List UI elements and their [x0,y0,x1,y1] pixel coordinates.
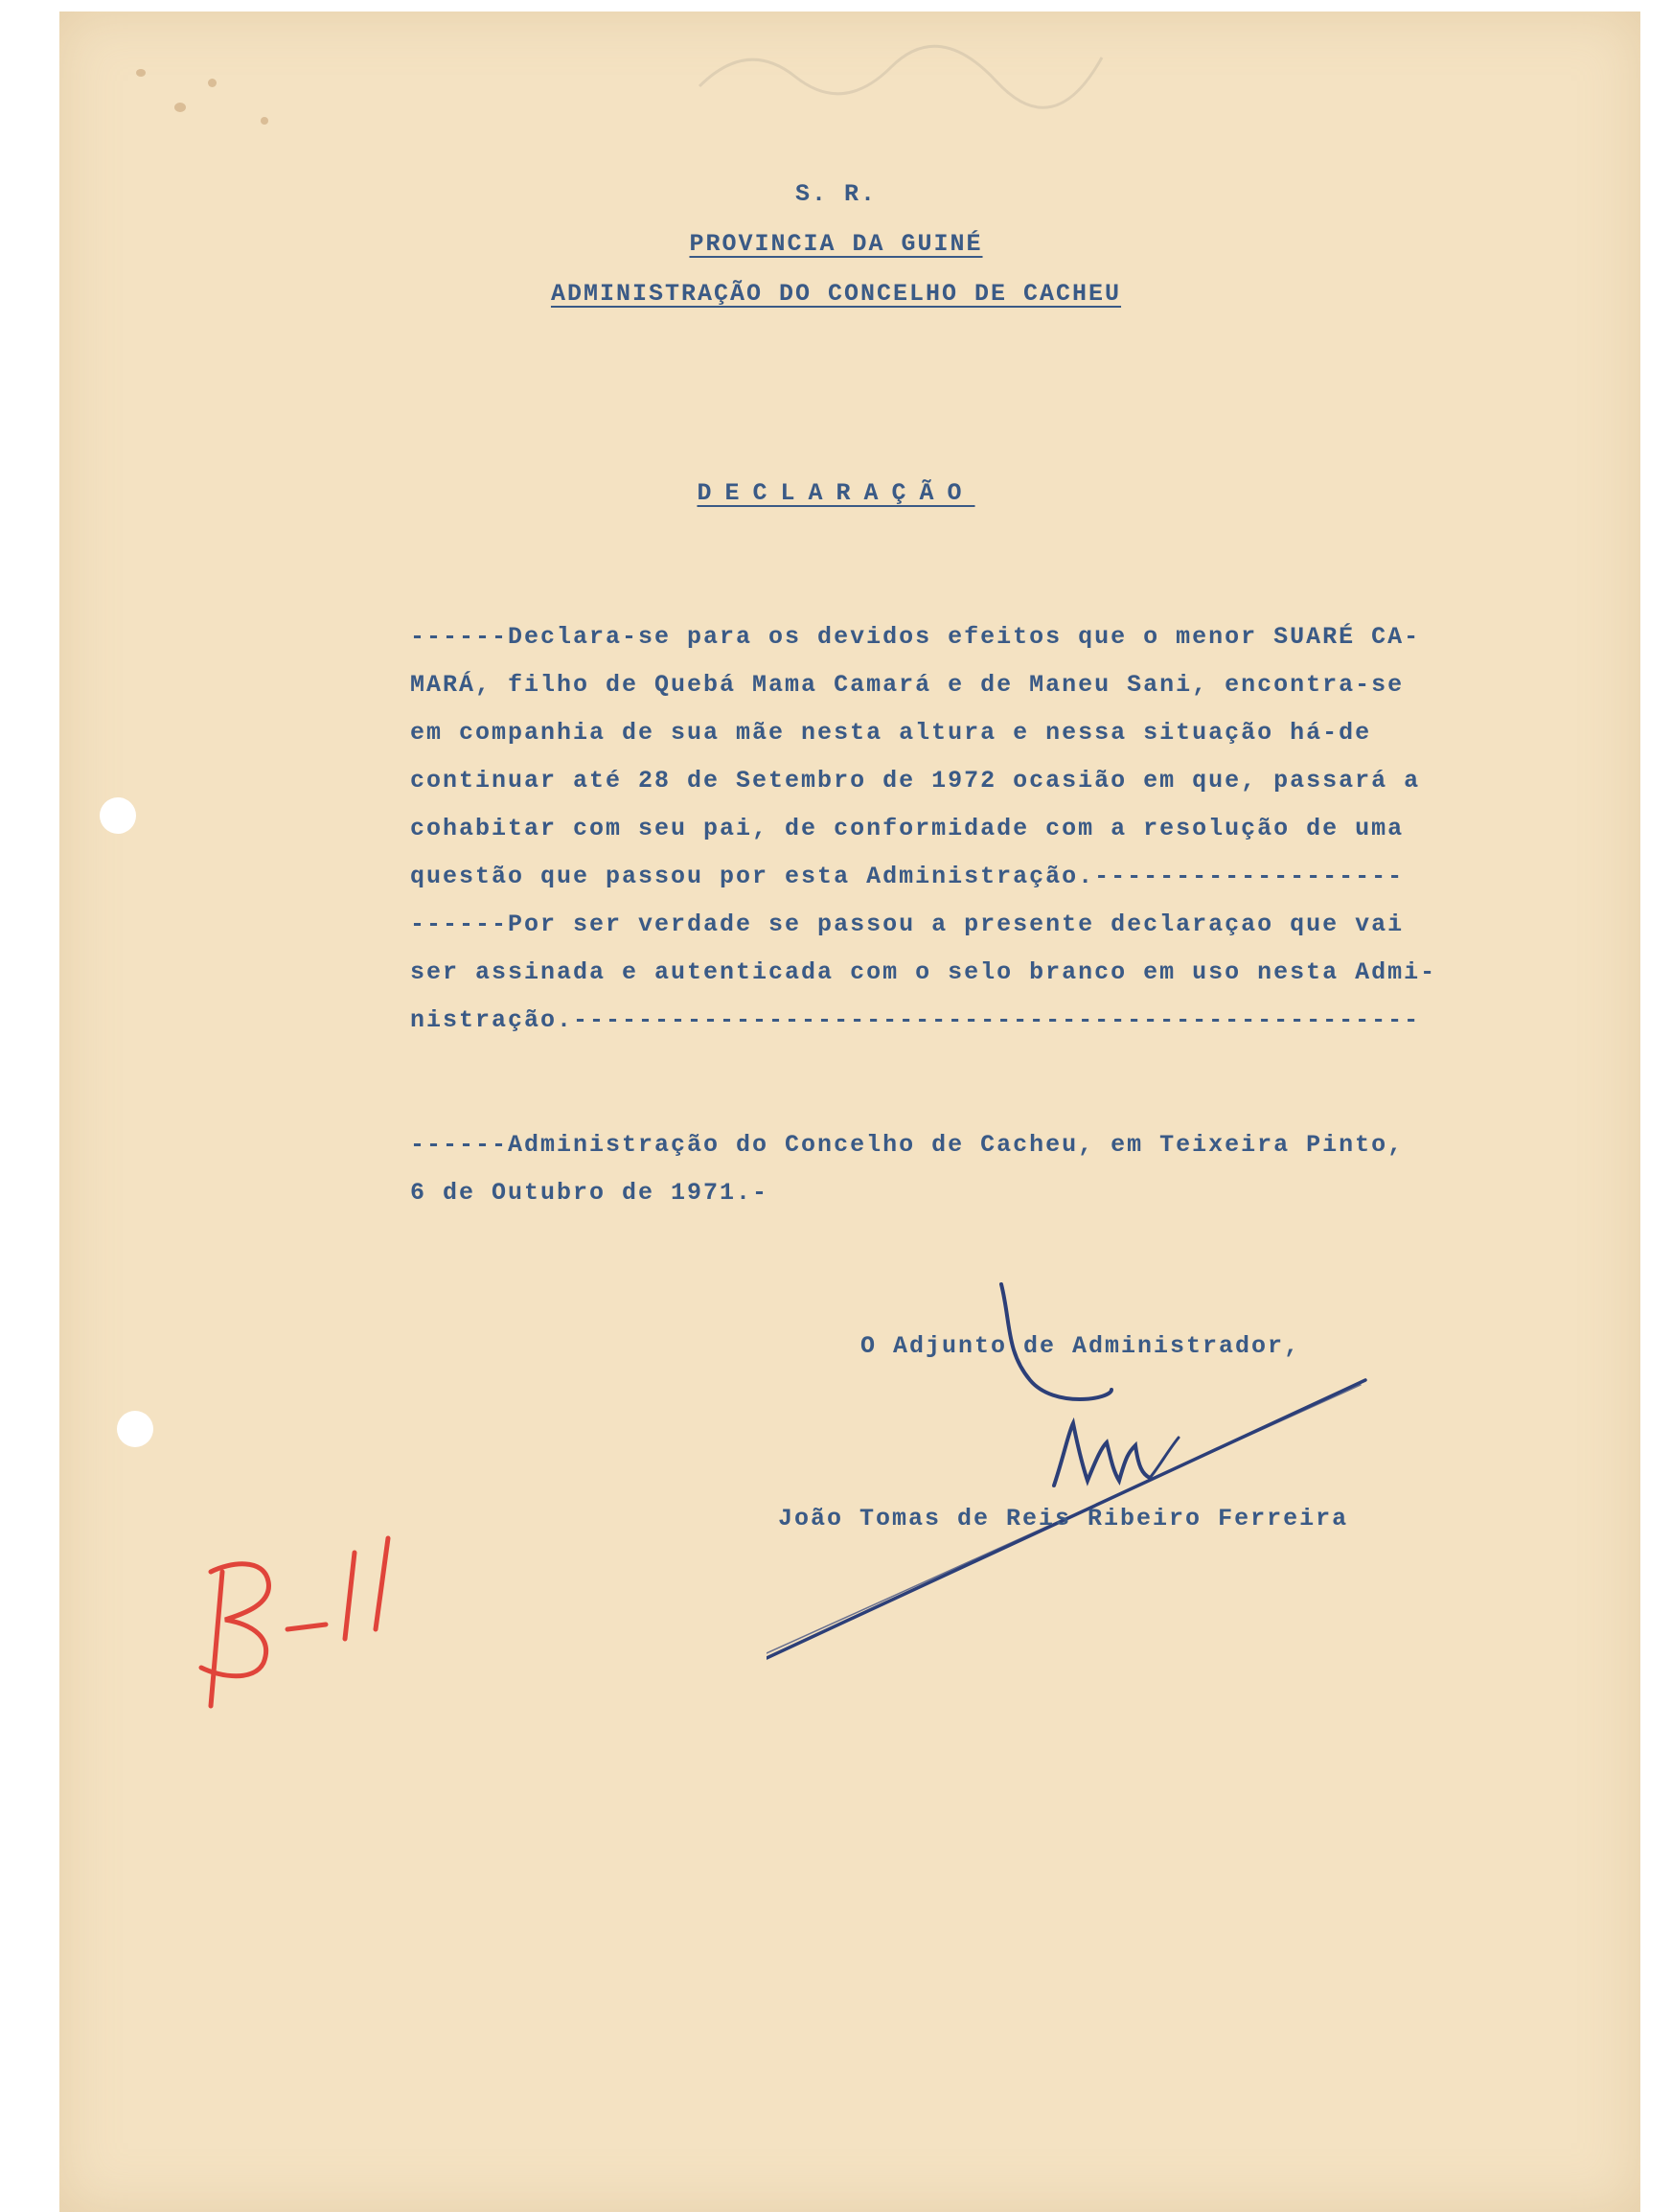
stain-mark [261,117,268,125]
signatory-role: O Adjunto de Administrador, [860,1332,1301,1360]
header-sr: S. R. [794,180,877,208]
body-line-4: continuar até 28 de Setembro de 1972 ocasião em que, passará a [410,767,1421,795]
body-line-6: questão que passou por esta Administração.------------------- [410,863,1405,890]
body-line-1: ------Declara-se para os devidos efeitos que o menor SUARÉ CA- [410,623,1421,651]
header-province: PROVINCIA DA GUINÉ [689,230,983,258]
closing-line-1: ------Administração do Concelho de Cacheu, em Teixeira Pinto, [410,1131,1405,1159]
document-title: DECLARAÇÃO [697,479,975,507]
body-line-7: ------Por ser verdade se passou a presente declaraçao que vai [410,910,1405,938]
handwritten-annotation [172,1514,422,1725]
signatory-name: João Tomas de Reis Ribeiro Ferreira [778,1505,1349,1532]
stain-mark [174,103,186,112]
body-line-3: em companhia de sua mãe nesta altura e nessa situação há-de [410,719,1372,747]
stain-mark [208,79,217,87]
body-line-5: cohabitar com seu pai, de conformidade com a resolução de uma [410,815,1405,842]
punch-hole-top [100,797,136,834]
body-line-8: ser assinada e autenticada com o selo branco em uso nesta Admi- [410,958,1437,986]
body-line-2: MARÁ, filho de Quebá Mama Camará e de Maneu Sani, encontra-se [410,671,1405,699]
header-administration: ADMINISTRAÇÃO DO CONCELHO DE CACHEU [550,280,1122,308]
body-line-9: nistração.---------------------------------------------------- [410,1006,1421,1034]
punch-hole-bottom [117,1411,153,1447]
handwritten-signature [767,1265,1380,1668]
document-page [59,12,1640,2212]
stain-mark [136,69,146,77]
closing-line-2: 6 de Outubro de 1971.- [410,1179,769,1207]
faded-pencil-mark [690,29,1111,115]
